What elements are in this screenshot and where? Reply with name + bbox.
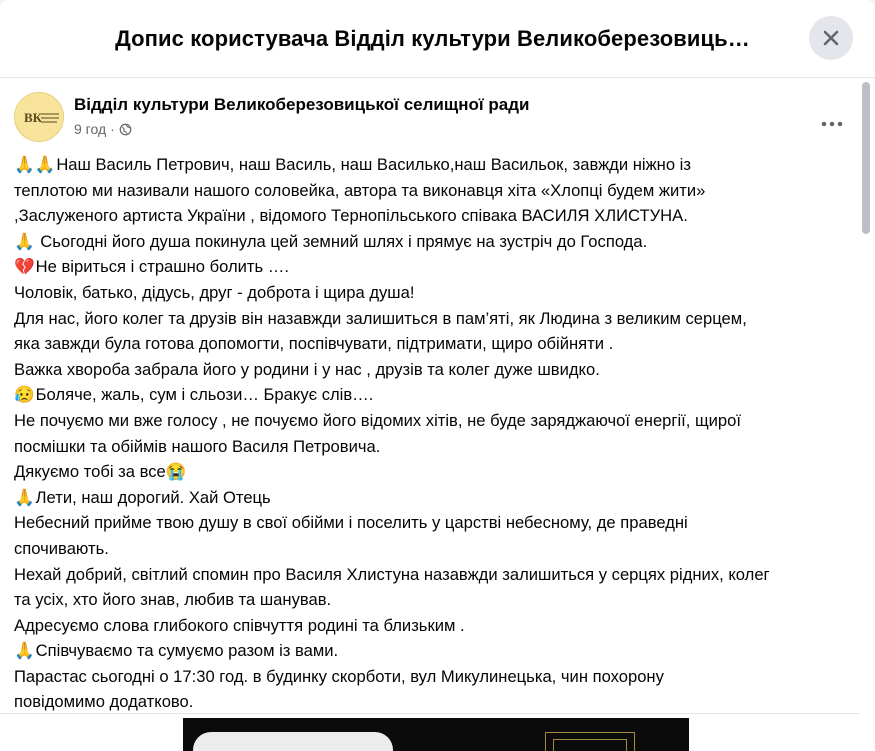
close-button[interactable] <box>809 16 853 60</box>
post-text-segment: посмішки та обіймів нашого Василя Петровича. <box>14 436 381 456</box>
page-name-link[interactable]: Відділ культури Великоберезовицької селищної ради <box>74 95 530 114</box>
post-text-line <box>14 613 848 639</box>
post-text-line <box>14 562 848 588</box>
post-text-line <box>14 331 848 357</box>
post-text-line <box>14 357 848 383</box>
dialog-title: Допис користувача Відділ культури Великоберезовиць… <box>115 25 750 51</box>
post-text-segment: теплотою ми називали нашого соловейка, автора та виконавця хіта «Хлопці будем жити» <box>14 180 706 200</box>
post-text-line <box>14 510 848 536</box>
post-text-segment: Сьогодні його душа покинула цей земний шлях і прямує на зустріч до Господа. <box>35 231 648 251</box>
post-text-line <box>14 485 848 511</box>
post-meta <box>74 121 132 137</box>
post-options-button[interactable] <box>814 106 850 142</box>
post-text-line <box>14 587 848 613</box>
emoji: 🙏 <box>14 487 35 507</box>
emoji: 🙏 <box>14 231 35 251</box>
photo-light-area <box>193 732 393 751</box>
post-photo[interactable] <box>183 718 689 751</box>
post-text-segment: Боляче, жаль, сум і сльози… Бракує слів…. <box>35 385 374 405</box>
post-text-segment: Нехай добрий, світлий спомин про Василя Хлистуна назавжди залишиться у серцях рідних, колег <box>14 564 770 584</box>
post-text-line <box>14 459 848 485</box>
scrollbar-thumb[interactable] <box>862 82 870 234</box>
post-timestamp[interactable]: 9 год <box>74 121 107 137</box>
emoji: 😭 <box>165 462 187 482</box>
post-text-segment: Чоловік, батько, дідусь, друг - доброта і щира душа! <box>14 282 415 302</box>
post-text-segment: спочивають. <box>14 538 109 558</box>
page-logo-icon <box>15 93 64 142</box>
post-text-line <box>14 306 848 332</box>
post-text-segment: Небесний прийме твою душу в свої обійми і поселить у царстві небесному, де праведні <box>14 513 688 533</box>
post-text-line <box>14 382 848 408</box>
more-horizontal-icon <box>821 121 843 127</box>
scrollbar[interactable] <box>860 78 872 751</box>
post-text-segment: Важка хвороба забрала його у родини і у нас , друзів та колег дуже швидко. <box>14 359 600 379</box>
post-text-segment: повідомимо додатково. <box>14 692 194 712</box>
post-text-segment: яка завжди була готова допомогти, поспівчувати, підтримати, щиро обійняти . <box>14 334 614 354</box>
post-text-line <box>14 408 848 434</box>
post-text-segment: ,Заслуженого артиста України , відомого Тернопільського співака ВАСИЛЯ ХЛИСТУНА. <box>14 206 688 226</box>
meta-separator: · <box>110 121 115 137</box>
post-text-line <box>14 229 848 255</box>
emoji: 😥 <box>14 385 35 405</box>
post-text-segment: та усіх, хто його знав, любив та шанував. <box>14 590 332 610</box>
post-text-line <box>14 638 848 664</box>
post-text-segment: Дякуємо тобі за все <box>14 462 166 482</box>
post-text-line <box>14 664 848 690</box>
globe-icon <box>119 123 132 136</box>
post-text-segment: Парастас сьогодні о 17:30 год. в будинку скорботи, вул Микулинецька, чин похорону <box>14 666 664 686</box>
post-text-line <box>14 254 848 280</box>
emoji: 🙏🙏 <box>14 155 56 174</box>
post-text-line <box>14 203 848 229</box>
photo-gold-frame-inner <box>553 739 627 751</box>
close-icon <box>821 28 841 48</box>
post-text-segment: Лети, наш дорогий. Хай Отець <box>35 487 271 507</box>
emoji: 💔 <box>14 257 35 277</box>
divider <box>0 713 860 714</box>
post-scroll-area[interactable] <box>0 78 875 751</box>
page-avatar[interactable] <box>14 92 64 142</box>
post-text-line <box>14 536 848 562</box>
post-text-segment: Адресуємо слова глибокого співчуття родині та близьким . <box>14 615 465 635</box>
post-header <box>14 92 854 152</box>
post-text-segment: Не почуємо ми вже голосу , не почуємо його відомих хітів, не буде заряджаючої енергії, щирої <box>14 410 741 430</box>
svg-text:ВК: ВК <box>24 110 43 125</box>
post-text-segment: Наш Василь Петрович, наш Василь, наш Василько,наш Васильок, завжди ніжно із <box>56 155 691 174</box>
post-text-segment: Для нас, його колег та друзів він назавжди залишиться в пам’яті, як Людина з великим серцем, <box>14 308 747 328</box>
post-text-line <box>14 178 848 204</box>
post-text-line <box>14 689 848 715</box>
dialog-header <box>0 0 875 78</box>
post-text-line <box>14 280 848 306</box>
post-text-segment: Не віриться і страшно болить …. <box>35 257 289 277</box>
post-text <box>14 152 848 715</box>
emoji: 🙏 <box>14 641 35 661</box>
post-text-segment: Співчуваємо та сумуємо разом із вами. <box>35 641 339 661</box>
post-text-line <box>14 152 848 178</box>
post-text-line <box>14 434 848 460</box>
